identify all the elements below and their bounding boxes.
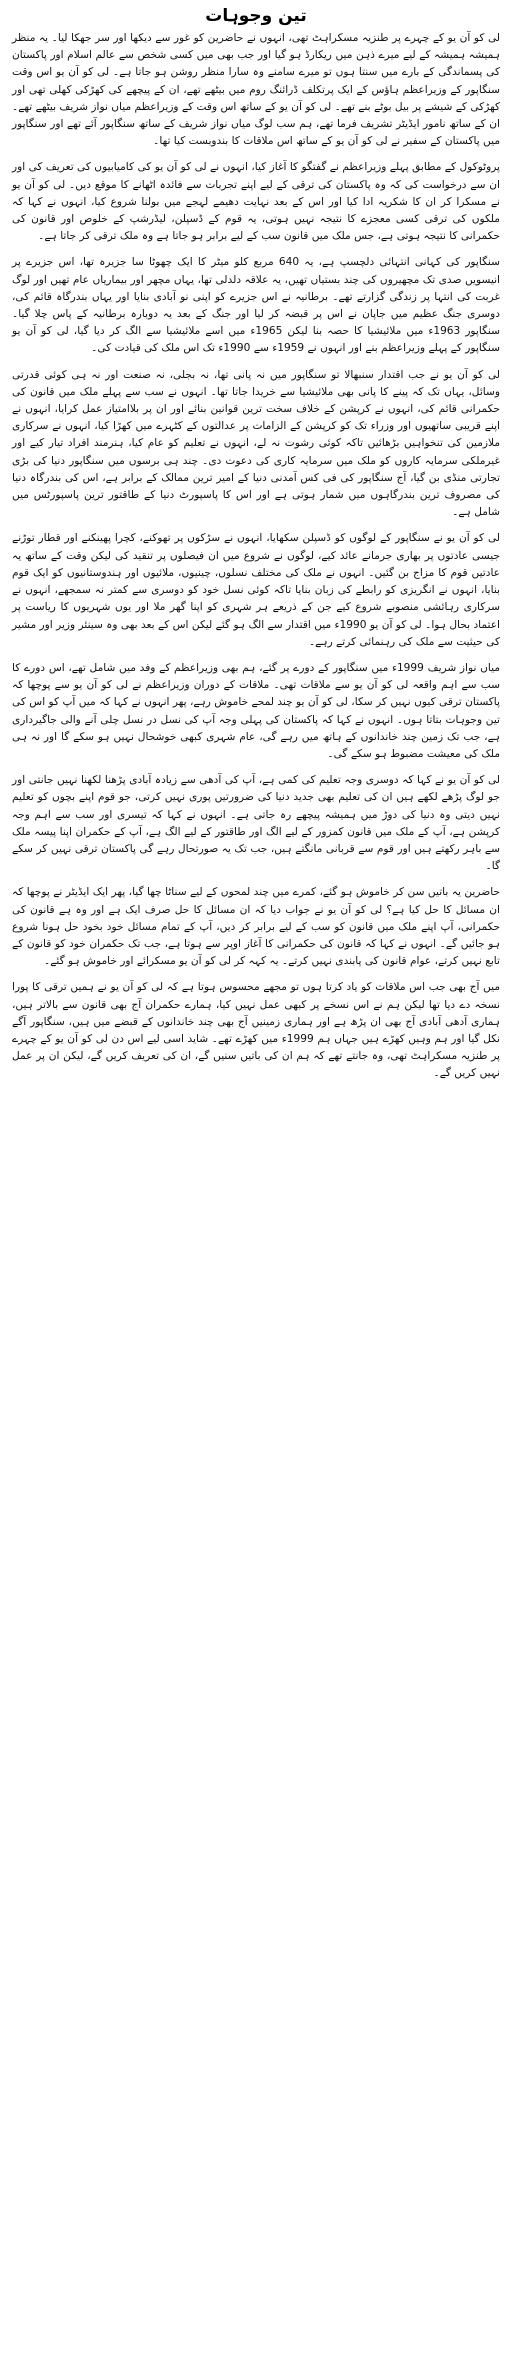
article-body [12, 30, 500, 1083]
article-paragraph: لی کو آن یو نے سنگاپور کے لوگوں کو ڈسپلن سکھایا، انہوں نے سڑکوں پر تھوکنے، کچرا پھینکنے اور قطار توڑنے جیسی عادتوں پر بھاری جرمانے عائد کیے، لوگوں نے شروع میں ان فیصلوں پر تنقید کی لیکن وقت کے ساتھ یہ عادتیں قوم کا مزاج بن گئیں۔ انہوں نے ملک کی مختلف نسلوں، چینیوں، ملائیوں اور ہندوستانیوں کو ایک قوم بنایا، انہوں نے انگریزی کو رابطے کی زبان بنایا تاکہ کوئی نسل خود کو دوسری سے کمتر نہ سمجھے، انہوں نے سرکاری رہائشی منصوبے شروع کیے جن کے ذریعے ہر شہری کو اپنا گھر ملا اور یوں شہریوں کا ریاست پر اعتماد بحال ہوا۔ لی کو آن یو 1990ء میں اقتدار سے الگ ہو گئے لیکن اس کے بعد بھی وہ سینئر وزیر اور مشیر کی حیثیت سے ملک کی رہنمائی کرتے رہے۔ [12, 532, 500, 648]
article-title: تین وجوہات [205, 6, 307, 26]
article-paragraph: پروٹوکول کے مطابق پہلے وزیراعظم نے گفتگو کا آغاز کیا، انہوں نے لی کو آن یو کی کامیابیوں کی تعریف کی اور ان سے درخواست کی کہ وہ پاکستان کی ترقی کے لیے اپنے تجربات سے فائدہ اٹھانے کا موقع دیں۔ لی کو آن یو نے مسکرا کر ان کا شکریہ ادا کیا اور اس کے بعد نہایت دھیمے لہجے میں بولنا شروع کیا، انہوں نے کہا کہ ملکوں کی ترقی کسی معجزے کا نتیجہ نہیں ہوتی، یہ قوم کے ڈسپلن، لیڈرشپ کے خلوص اور قانون کی حکمرانی کا نتیجہ ہوتی ہے، جس ملک میں قانون سب کے لیے برابر ہو جاتا ہے وہ ملک ترقی کر جاتا ہے۔ [12, 161, 500, 243]
article-paragraph: سنگاپور کی کہانی انتہائی دلچسپ ہے، یہ 640 مربع کلو میٹر کا ایک چھوٹا سا جزیرہ تھا، اس جزیرے پر انیسویں صدی تک مچھیروں کی چند بستیاں تھیں، یہ علاقہ دلدلی تھا، یہاں مچھر اور بیماریاں عام تھیں اور لوگ غربت کی انتہا پر زندگی گزارتے تھے۔ برطانیہ نے اس جزیرے کو اپنی نو آبادی بنایا اور یہاں بندرگاہ قائم کی، دوسری جنگ عظیم میں جاپان نے اس پر قبضہ کر لیا اور جنگ کے بعد یہ دوبارہ برطانیہ کے پاس چلا گیا۔ سنگاپور 1963ء میں ملائیشیا کا حصہ بنا لیکن 1965ء میں اسے ملائیشیا سے الگ کر دیا گیا، لی کو آن یو سنگاپور کے پہلے وزیراعظم بنے اور انہوں نے 1959ء سے 1990ء تک اس ملک کی قیادت کی۔ [12, 256, 501, 355]
article-paragraph: لی کو آن یو کے چہرے پر طنزیہ مسکراہٹ تھی، انہوں نے حاضرین کو غور سے دیکھا اور سر جھکا لیا۔ یہ منظر ہمیشہ ہمیشہ کے لیے میرے ذہن میں ریکارڈ ہو گیا اور جب بھی میں کسی شخص سے عالم اسلام اور پاکستان کی پسماندگی کے بارے میں سنتا ہوں تو میرے سامنے وہ سارا منظر روشن ہو جاتا ہے۔ لی کو آن یو اس وقت سنگاپور کے وزیراعظم ہاؤس کے ایک پرتکلف ڈرائنگ روم میں بیٹھے تھے، ان کے پیچھے کی کھڑکی کھلی تھی اور کھڑکی کے شیشے پر بیل بوٹے بنے تھے۔ لی کو آن یو کے ساتھ اس وقت کے وزیراعظم میاں نواز شریف بیٹھے تھے۔ ان کے ساتھ نامور ایڈیٹر تشریف فرما تھے، ہم سب لوگ میاں نواز شریف کے ساتھ سنگاپور آئے تھے اور سنگاپور میں پاکستان کے سفیر نے لی کو آن یو کے ساتھ اس ملاقات کا بندوبست کیا تھا۔ [12, 32, 500, 148]
article-paragraph: لی کو آن یو نے جب اقتدار سنبھالا تو سنگاپور میں نہ پانی تھا، نہ بجلی، نہ صنعت اور نہ ہی کوئی قدرتی وسائل، یہاں تک کہ پینے کا پانی بھی ملائیشیا سے خریدا جاتا تھا۔ انہوں نے سب سے پہلے ملک میں قانون کی حکمرانی قائم کی، انہوں نے کرپشن کے خلاف سخت ترین قوانین بنائے اور ان پر بلاامتیاز عمل کرایا، انہوں نے اپنے قریبی ساتھیوں اور وزراء تک کو کرپشن کے الزامات پر عدالتوں کے کٹہرے میں کھڑا کیا، انہوں نے سرکاری ملازمین کی تنخواہیں بڑھائیں تاکہ کوئی رشوت نہ لے، انہوں نے تعلیم کو عام کیا، ہنرمند افراد تیار کیے اور غیرملکی سرمایہ کاروں کو ملک میں سرمایہ کاری کی دعوت دی۔ چند ہی برسوں میں سنگاپور دنیا کی بڑی تجارتی منڈی بن گیا، آج سنگاپور کی فی کس آمدنی دنیا کے امیر ترین ممالک کے برابر ہے، اس کی بندرگاہ دنیا کی مصروف ترین بندرگاہوں میں شمار ہوتی ہے اور اس کا پاسپورٹ دنیا کے طاقتور ترین پاسپورٹس میں شامل ہے۔ [12, 368, 500, 519]
article-paragraph: میاں نواز شریف 1999ء میں سنگاپور کے دورے پر گئے، ہم بھی وزیراعظم کے وفد میں شامل تھے، اس دورے کا سب سے اہم واقعہ لی کو آن یو سے ملاقات تھی۔ ملاقات کے دوران وزیراعظم نے لی کو آن یو سے پوچھا کہ پاکستان ترقی کیوں نہیں کر سکا، لی کو آن یو چند لمحے خاموش رہے، پھر انہوں نے کہا کہ میں آپ کو اس کی تین وجوہات بتاتا ہوں۔ انہوں نے کہا کہ پاکستان کی پہلی وجہ آپ کی نسل در نسل چلی آنے والی جاگیرداری ہے، جب تک زمین چند خاندانوں کے ہاتھ میں رہے گی، عام شہری کبھی خوشحال نہیں ہو سکے گا اور نہ ہی ملک کی معیشت مضبوط ہو سکے گی۔ [12, 661, 500, 760]
article-paragraph: میں آج بھی جب اس ملاقات کو یاد کرتا ہوں تو مجھے محسوس ہوتا ہے کہ لی کو آن یو نے ہمیں ترقی کا پورا نسخہ دے دیا تھا لیکن ہم نے اس نسخے پر کبھی عمل نہیں کیا، ہمارے حکمران آج بھی قانون سے بالاتر ہیں، ہماری آدھی آبادی آج بھی ان پڑھ ہے اور ہماری زمینیں آج بھی چند خاندانوں کے قبضے میں ہیں، سنگاپور آگے نکل گیا اور ہم وہیں کھڑے ہیں جہاں ہم 1999ء میں کھڑے تھے۔ شاید اسی لیے اس دن لی کو آن یو کے چہرے پر طنزیہ مسکراہٹ تھی، وہ جانتے تھے کہ ہم ان کی باتیں سنیں گے، ان کی تعریف کریں گے، لیکن ان پر عمل نہیں کریں گے۔ [12, 981, 500, 1080]
article-paragraph: لی کو آن یو نے کہا کہ دوسری وجہ تعلیم کی کمی ہے، آپ کی آدھی سے زیادہ آبادی پڑھنا لکھنا نہیں جانتی اور جو لوگ پڑھے لکھے ہیں ان کی تعلیم بھی جدید دنیا کی ضرورتیں پوری نہیں کرتی، جو قوم اپنے بچوں کو تعلیم نہیں دیتی وہ دنیا کی دوڑ میں ہمیشہ پیچھے رہ جاتی ہے۔ انہوں نے کہا کہ تیسری اور سب سے اہم وجہ کرپشن ہے، آپ کے ملک میں قانون کمزور کے لیے الگ اور طاقتور کے لیے الگ ہے، آپ کے حکمران اپنا پیسہ ملک سے باہر رکھتے ہیں اور قوم سے قربانی مانگتے ہیں، جب تک یہ صورتحال رہے گی پاکستان ترقی نہیں کر سکے گا۔ [12, 774, 500, 873]
article-paragraph: حاضرین یہ باتیں سن کر خاموش ہو گئے، کمرے میں چند لمحوں کے لیے سناٹا چھا گیا، پھر ایک ایڈیٹر نے پوچھا کہ ان مسائل کا حل کیا ہے؟ لی کو آن یو نے جواب دیا کہ ان مسائل کا حل صرف ایک ہے اور وہ ہے قانون کی حکمرانی، آپ اپنے ملک میں قانون کو سب کے لیے برابر کر دیں، آپ کے تمام مسائل خود بخود حل ہونا شروع ہو جائیں گے۔ انہوں نے کہا کہ قانون کی حکمرانی کا آغاز اوپر سے ہوتا ہے، جب تک حکمران خود کو قانون کے تابع نہیں کرتے، عوام قانون کی پابندی نہیں کرتے۔ یہ کہہ کر لی کو آن یو مسکرائے اور خاموش ہو گئے۔ [12, 886, 500, 968]
